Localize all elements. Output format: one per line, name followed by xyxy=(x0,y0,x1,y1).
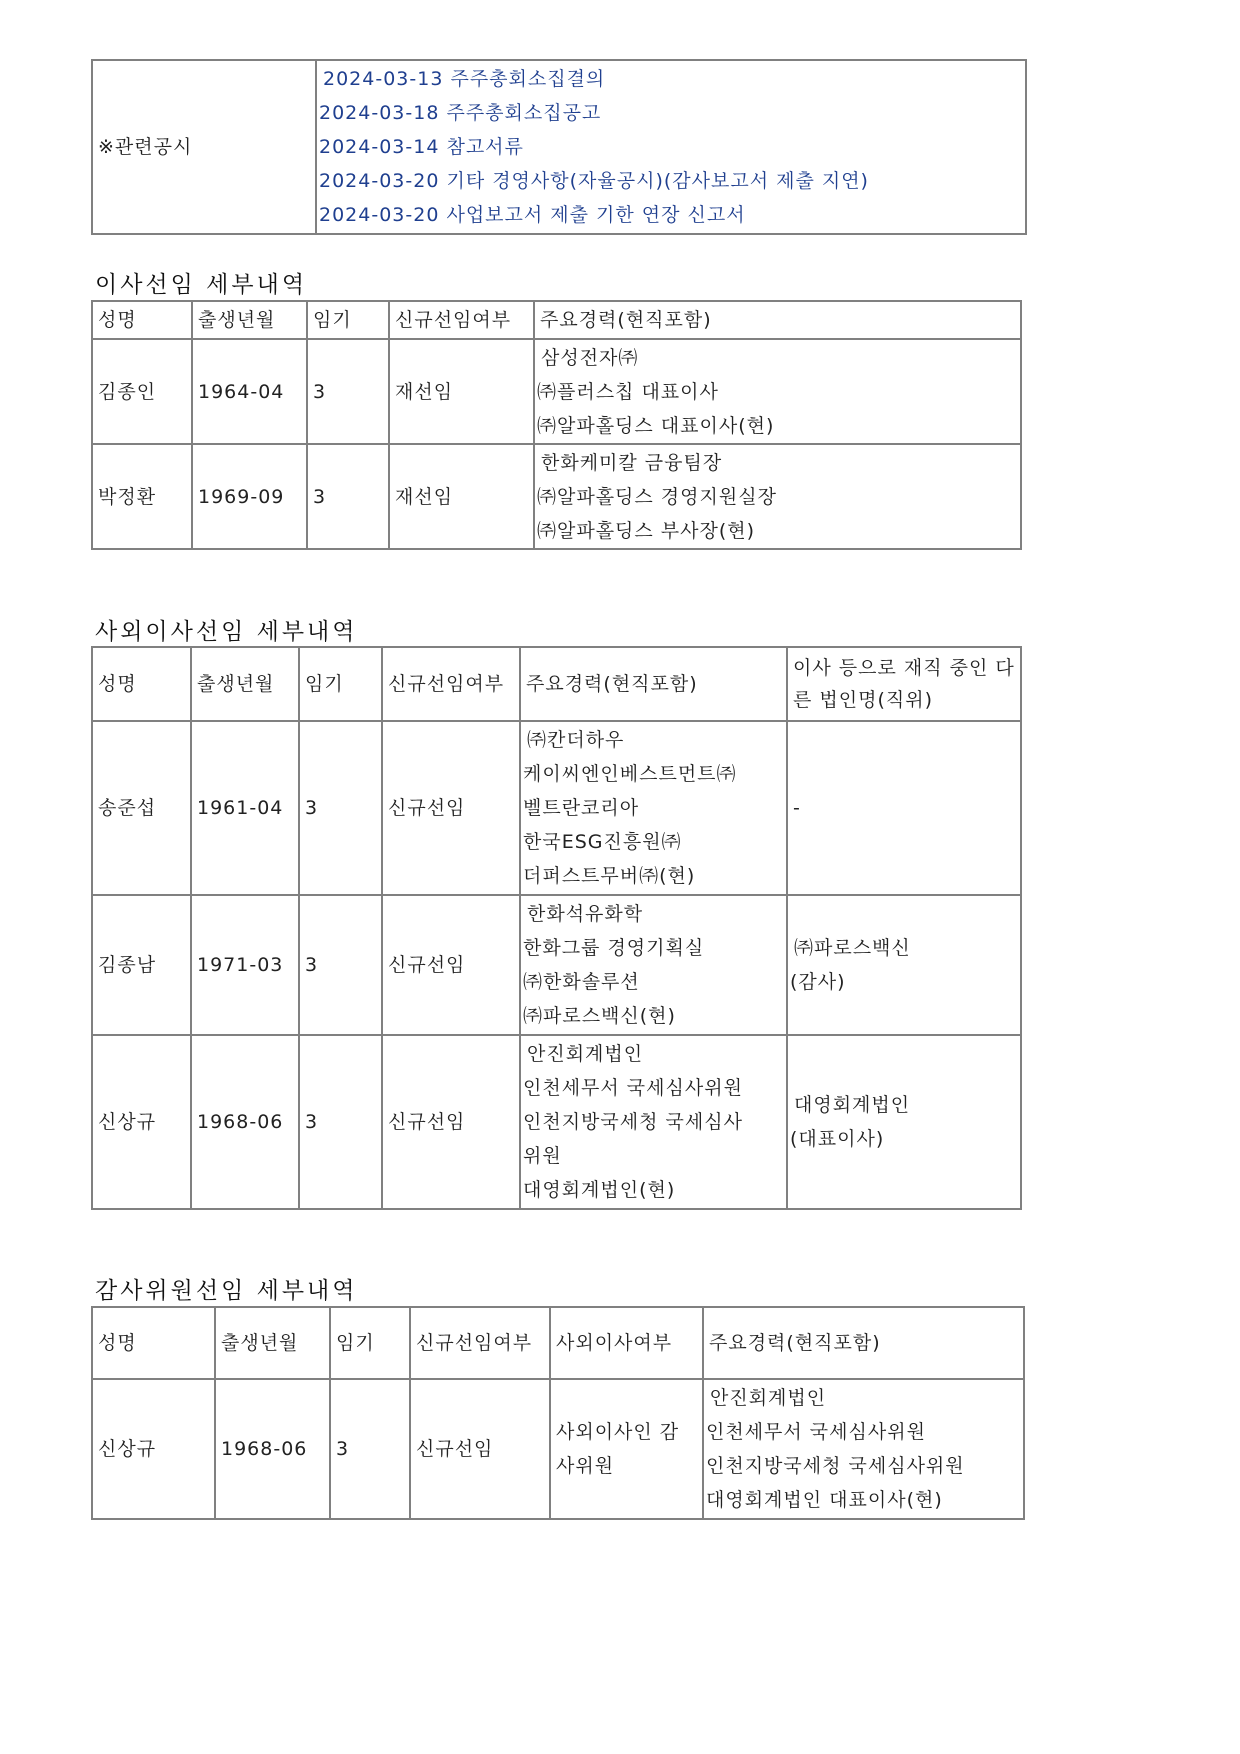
related-disclosures-links xyxy=(316,60,1026,234)
cell-name: 송준섭 xyxy=(92,721,191,895)
table-row xyxy=(92,444,1021,549)
cell-term: 3 xyxy=(299,1035,382,1209)
cell-other-company xyxy=(787,895,1021,1035)
cell-career xyxy=(534,444,1021,549)
header-career: 주요경력(현직포함) xyxy=(703,1307,1024,1379)
disclosure-link[interactable]: 2024-03-14 참고서류 xyxy=(319,136,524,158)
related-disclosures-label: ※관련공시 xyxy=(92,60,316,234)
audit-committee-table xyxy=(91,1306,1025,1520)
career-line: ㈜파로스백신(현) xyxy=(523,1005,676,1027)
disclosure-link[interactable]: 2024-03-20 기타 경영사항(자율공시)(감사보고서 제출 지연) xyxy=(319,170,869,192)
cell-name: 김종남 xyxy=(92,895,191,1035)
cell-name: 김종인 xyxy=(92,339,192,444)
cell-career xyxy=(520,1035,787,1209)
disclosure-link[interactable]: 2024-03-13 주주총회소집결의 xyxy=(323,68,606,90)
cell-career xyxy=(520,721,787,895)
cell-name: 박정환 xyxy=(92,444,192,549)
director-appointment-table xyxy=(91,300,1022,550)
other-company-line: 대영회계법인 xyxy=(794,1094,911,1116)
related-disclosures-table xyxy=(91,59,1027,235)
career-line: 인천세무서 국세심사위원 xyxy=(523,1077,743,1099)
cell-birth: 1968-06 xyxy=(191,1035,299,1209)
career-line: ㈜한화솔루션 xyxy=(523,971,640,993)
header-term: 임기 xyxy=(330,1307,410,1379)
header-career: 주요경력(현직포함) xyxy=(534,301,1021,339)
career-line: 케이씨엔인베스트먼트㈜ xyxy=(523,763,737,785)
cell-name: 신상규 xyxy=(92,1379,215,1519)
header-new-appointment: 신규선임여부 xyxy=(410,1307,550,1379)
outside-director-table xyxy=(91,646,1022,1210)
cell-term: 3 xyxy=(330,1379,410,1519)
cell-term: 3 xyxy=(307,444,389,549)
section-title: 감사위원선임 세부내역 xyxy=(95,1278,358,1304)
cell-type: 신규선임 xyxy=(382,895,520,1035)
career-line: 인천세무서 국세심사위원 xyxy=(706,1421,926,1443)
header-outside-director: 사외이사여부 xyxy=(550,1307,703,1379)
career-line: 위원 xyxy=(523,1145,562,1167)
table-header-row xyxy=(92,647,1021,721)
table-row xyxy=(92,721,1021,895)
career-line: 삼성전자㈜ xyxy=(541,346,639,369)
cell-type: 재선임 xyxy=(389,444,534,549)
header-career: 주요경력(현직포함) xyxy=(520,647,787,721)
career-line: 더퍼스트무버㈜(현) xyxy=(523,865,696,887)
career-line: ㈜알파홀딩스 대표이사(현) xyxy=(537,414,775,437)
career-line: ㈜플러스칩 대표이사 xyxy=(537,380,719,403)
other-company-line: (대표이사) xyxy=(790,1128,885,1150)
header-name: 성명 xyxy=(92,647,191,721)
cell-other-company xyxy=(787,721,1021,895)
disclosure-link[interactable]: 2024-03-18 주주총회소집공고 xyxy=(319,102,602,124)
header-new-appointment: 신규선임여부 xyxy=(382,647,520,721)
cell-birth: 1964-04 xyxy=(192,339,307,444)
table-header-row xyxy=(92,301,1021,339)
cell-career xyxy=(534,339,1021,444)
career-line: 대영회계법인(현) xyxy=(523,1179,676,1201)
header-name: 성명 xyxy=(92,1307,215,1379)
career-line: 인천지방국세청 국세심사위원 xyxy=(706,1455,965,1477)
header-term: 임기 xyxy=(307,301,389,339)
cell-type: 신규선임 xyxy=(410,1379,550,1519)
cell-type: 신규선임 xyxy=(382,721,520,895)
career-line: 안진회계법인 xyxy=(710,1387,827,1409)
other-company-line: ㈜파로스백신 xyxy=(794,937,911,959)
cell-birth: 1971-03 xyxy=(191,895,299,1035)
career-line: 한화케미칼 금융팀장 xyxy=(541,451,723,474)
cell-term: 3 xyxy=(299,895,382,1035)
header-term: 임기 xyxy=(299,647,382,721)
career-line: 한화그룹 경영기획실 xyxy=(523,937,705,959)
career-line: ㈜알파홀딩스 경영지원실장 xyxy=(537,485,777,508)
section-title: 이사선임 세부내역 xyxy=(95,272,308,298)
disclosure-link[interactable]: 2024-03-20 사업보고서 제출 기한 연장 신고서 xyxy=(319,204,746,226)
cell-career xyxy=(703,1379,1024,1519)
career-line: 안진회계법인 xyxy=(527,1043,644,1065)
career-line: 인천지방국세청 국세심사 xyxy=(523,1111,743,1133)
cell-type: 신규선임 xyxy=(382,1035,520,1209)
cell-outside-director: 사외이사인 감사위원 xyxy=(550,1379,703,1519)
cell-other-company xyxy=(787,1035,1021,1209)
cell-type: 재선임 xyxy=(389,339,534,444)
header-name: 성명 xyxy=(92,301,192,339)
cell-birth: 1969-09 xyxy=(192,444,307,549)
header-birth: 출생년월 xyxy=(215,1307,330,1379)
header-other-company: 이사 등으로 재직 중인 다른 법인명(직위) xyxy=(787,647,1021,721)
career-line: ㈜알파홀딩스 부사장(현) xyxy=(537,519,756,542)
cell-name: 신상규 xyxy=(92,1035,191,1209)
table-header-row xyxy=(92,1307,1024,1379)
cell-term: 3 xyxy=(307,339,389,444)
career-line: 한화석유화학 xyxy=(527,903,644,925)
table-row xyxy=(92,1379,1024,1519)
header-birth: 출생년월 xyxy=(191,647,299,721)
header-birth: 출생년월 xyxy=(192,301,307,339)
section-title: 사외이사선임 세부내역 xyxy=(95,619,358,645)
career-line: 벨트란코리아 xyxy=(523,797,640,819)
cell-term: 3 xyxy=(299,721,382,895)
table-row xyxy=(92,895,1021,1035)
other-company-line: (감사) xyxy=(790,971,846,993)
cell-birth: 1961-04 xyxy=(191,721,299,895)
career-line: ㈜칸더하우 xyxy=(527,729,625,751)
other-company-line: - xyxy=(793,797,801,819)
cell-career xyxy=(520,895,787,1035)
cell-birth: 1968-06 xyxy=(215,1379,330,1519)
table-row xyxy=(92,339,1021,444)
header-new-appointment: 신규선임여부 xyxy=(389,301,534,339)
table-row xyxy=(92,1035,1021,1209)
career-line: 한국ESG진흥원㈜ xyxy=(523,831,682,853)
career-line: 대영회계법인 대표이사(현) xyxy=(706,1489,943,1511)
